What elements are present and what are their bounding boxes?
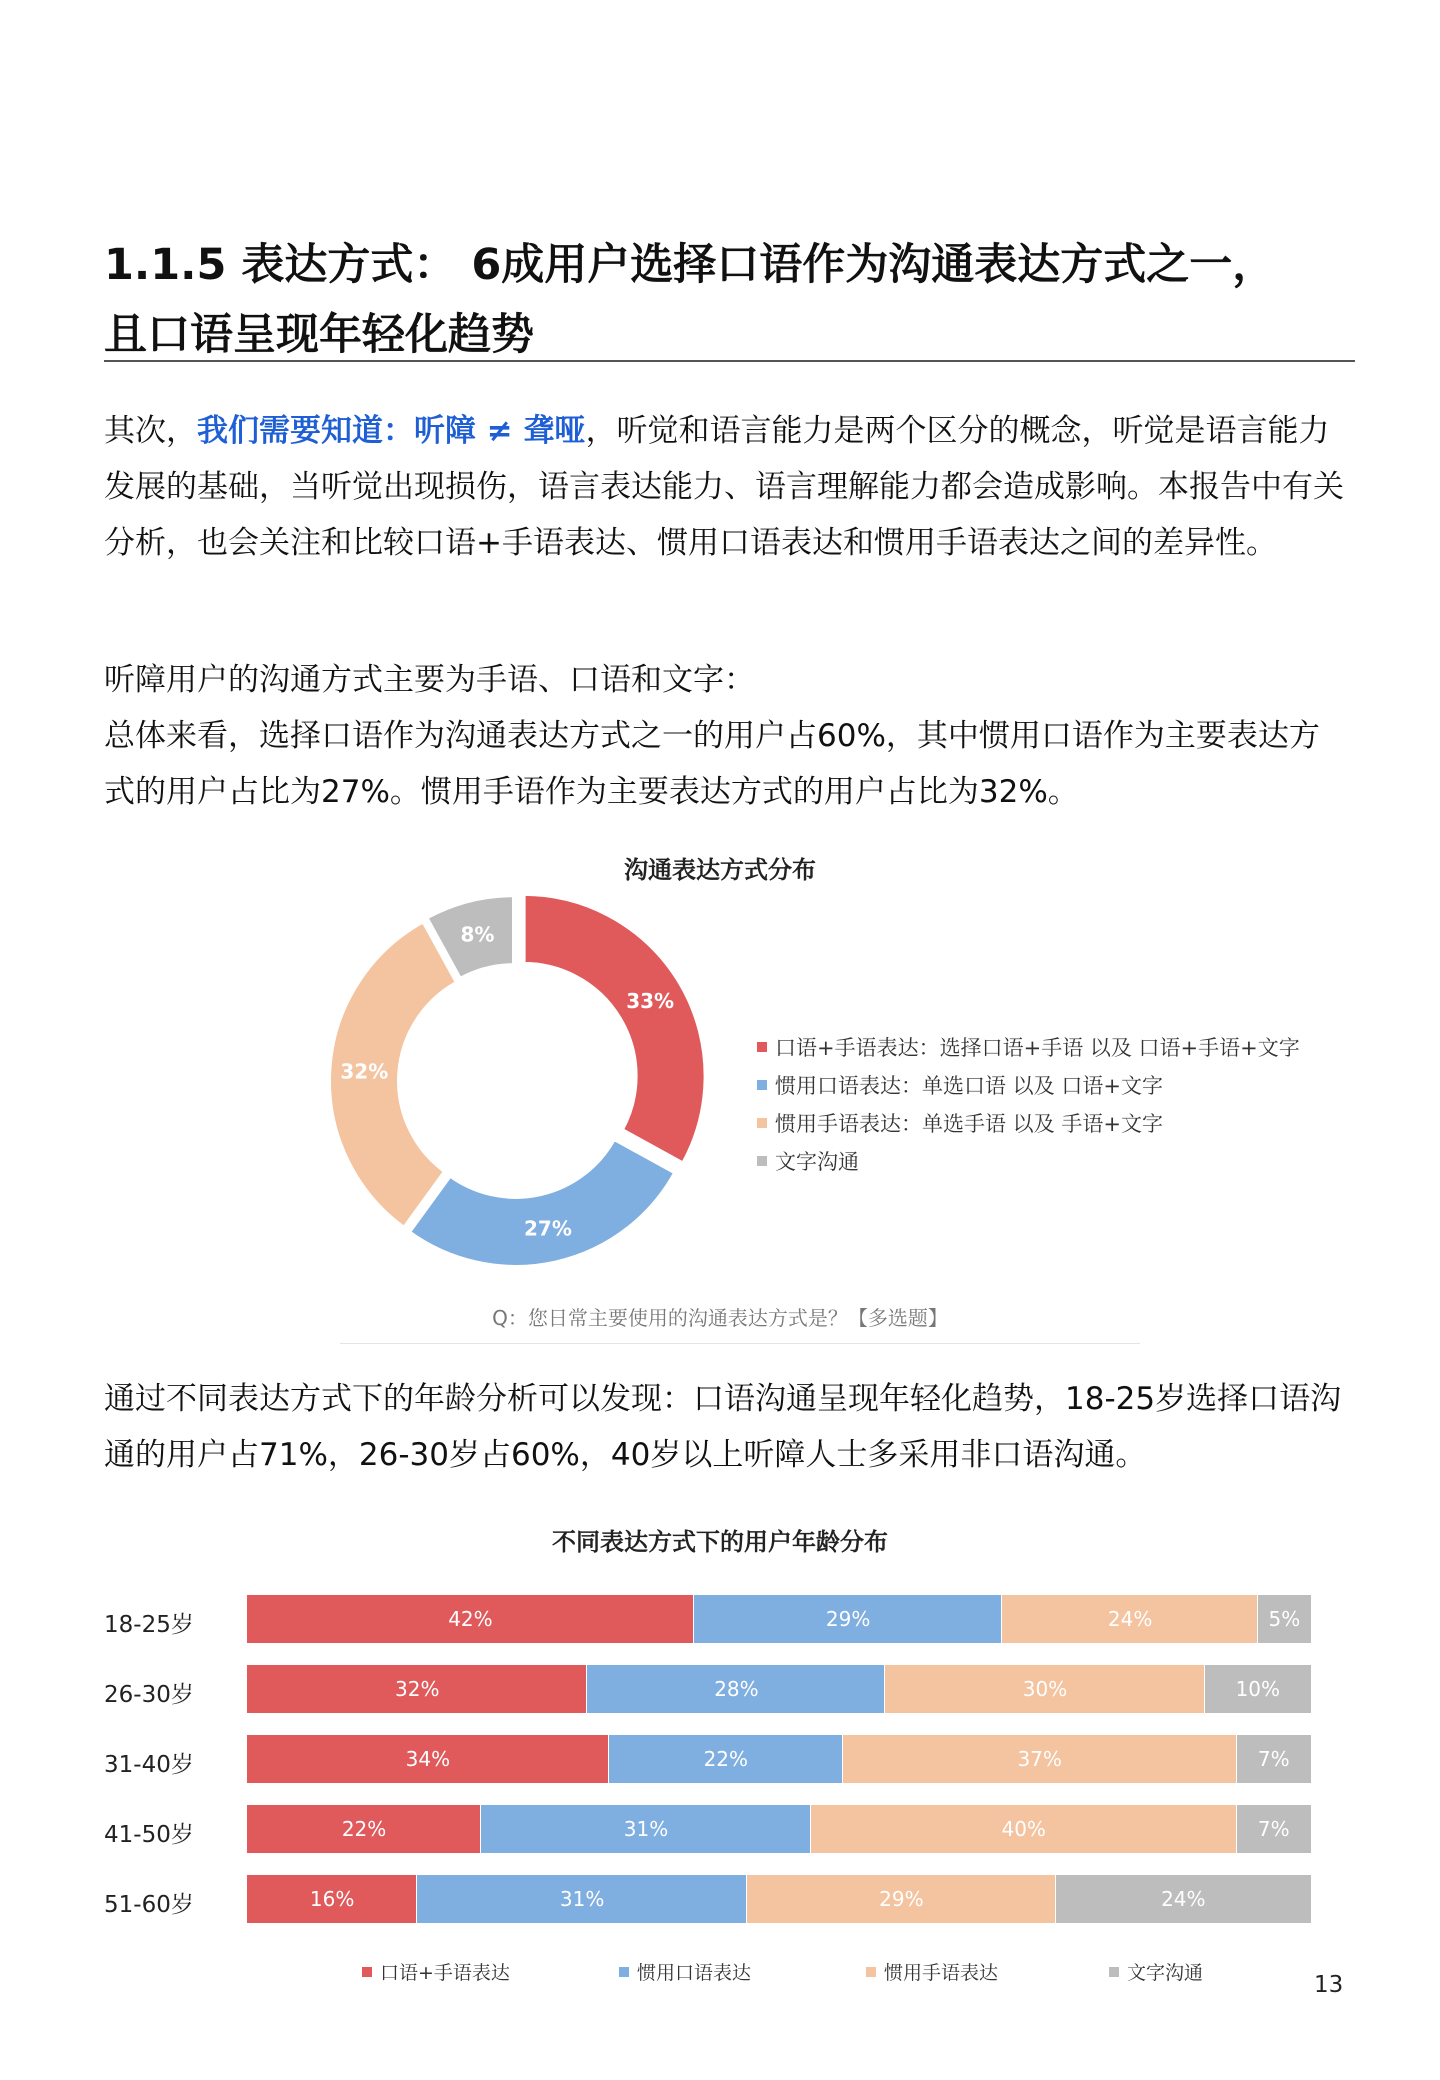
intro-paragraph: [104, 403, 1344, 571]
legend-label: 口语+手语表达：选择口语+手语 以及 口语+手语+文字: [775, 1036, 1300, 1060]
bar-value-label: 32%: [395, 1677, 440, 1701]
bar-value-label: 31%: [559, 1887, 605, 1911]
bar-value-label: 5%: [1268, 1607, 1301, 1631]
intro-prefix: 其次，: [104, 413, 197, 449]
legend-swatch: [1109, 1967, 1119, 1977]
bar-value-label: 31%: [623, 1817, 669, 1841]
bar-chart-title: 不同表达方式下的用户年龄分布: [552, 1528, 888, 1556]
legend-swatch: [757, 1042, 767, 1052]
bar-value-label: 10%: [1235, 1677, 1281, 1701]
bar-row-label: 51-60岁: [104, 1892, 194, 1918]
bar-value-label: 28%: [714, 1677, 759, 1701]
bar-value-label: 34%: [405, 1747, 451, 1771]
donut-label-sign: 32%: [340, 1059, 389, 1084]
legend-label: 文字沟通: [775, 1150, 859, 1174]
legend-label: 惯用口语表达: [637, 1962, 752, 1984]
title-line-2: 且口语呈现年轻化趋势: [104, 310, 534, 360]
bar-value-label: 24%: [1107, 1607, 1153, 1631]
donut-legend-item-text: [757, 1146, 859, 1176]
donut-slice-oral-sign: [524, 894, 706, 1164]
legend-label: 文字沟通: [1127, 1962, 1204, 1984]
bar-value-label: 24%: [1161, 1887, 1206, 1911]
donut-legend-item-oral: [757, 1070, 1163, 1100]
legend-swatch: [757, 1156, 767, 1166]
bar-value-label: 7%: [1257, 1817, 1290, 1841]
legend-swatch: [757, 1118, 767, 1128]
donut-legend-item-oral-sign: [757, 1032, 1300, 1062]
legend-swatch: [619, 1967, 629, 1977]
note-divider: [340, 1343, 1140, 1344]
legend-swatch: [757, 1080, 767, 1090]
bar-legend-item-text: [1109, 1958, 1203, 1985]
bar-row-label: 31-40岁: [104, 1752, 194, 1778]
bar-legend-item-oral-sign: [362, 1958, 510, 1985]
age-analysis-paragraph: 通过不同表达方式下的年龄分析可以发现：口语沟通呈现年轻化趋势，18-25岁选择口语沟通的用户占71%，26-30岁占60%，40岁以上听障人士多采用非口语沟通。: [104, 1381, 1342, 1473]
legend-label: 口语+手语表达: [380, 1962, 510, 1984]
summary-line-1: 听障用户的沟通方式主要为手语、口语和文字：: [104, 662, 755, 698]
legend-label: 惯用口语表达：单选口语 以及 口语+文字: [775, 1074, 1163, 1098]
bar-value-label: 29%: [825, 1607, 871, 1631]
bar-row-label: 18-25岁: [104, 1612, 194, 1638]
donut-label-oral-sign: 33%: [626, 989, 675, 1014]
intro-highlight: 我们需要知道：听障 ≠ 聋哑: [197, 413, 586, 449]
intro-rest: ，听觉和语言能力是两个区分的概念，听觉是语言能力发展的基础，当听觉出现损伤，语言表达能力、语言理解能力都会造成影响。本报告中有关分析，也会关注和比较口语+手语表达、惯用口语表达和惯用手语表达之间的差异性。: [104, 413, 1344, 561]
donut-legend-item-sign: [757, 1108, 1163, 1138]
summary-line-2: 总体来看，选择口语作为沟通表达方式之一的用户占60%，其中惯用口语作为主要表达方式的用户占比为27%。惯用手语作为主要表达方式的用户占比为32%。: [104, 718, 1320, 810]
bar-value-label: 22%: [341, 1817, 387, 1841]
title-line-1: 1.1.5 表达方式： 6成用户选择口语作为沟通表达方式之一，: [104, 240, 1276, 290]
bar-row-label: 26-30岁: [104, 1682, 194, 1708]
bar-value-label: 29%: [879, 1887, 924, 1911]
bar-row-label: 41-50岁: [104, 1822, 194, 1848]
bar-legend-item-oral: [619, 1958, 751, 1985]
donut-slice-oral: [409, 1139, 675, 1267]
bar-value-label: 30%: [1022, 1677, 1068, 1701]
legend-swatch: [866, 1967, 876, 1977]
bar-value-label: 40%: [1001, 1817, 1046, 1841]
bar-value-label: 22%: [703, 1747, 749, 1771]
donut-chart-title: 沟通表达方式分布: [624, 856, 816, 884]
title-divider: [104, 360, 1355, 362]
communication-summary: [104, 652, 1344, 820]
donut-chart: [320, 886, 720, 1286]
bar-value-label: 16%: [309, 1887, 355, 1911]
bar-value-label: 42%: [448, 1607, 493, 1631]
page-title: [104, 230, 1384, 370]
legend-swatch: [362, 1967, 372, 1977]
source-note: Q：您日常主要使用的沟通表达方式是？【多选题】: [492, 1306, 948, 1330]
donut-label-text: 8%: [460, 922, 495, 947]
page-number: 13: [1314, 1972, 1344, 1998]
bar-value-label: 37%: [1017, 1747, 1062, 1771]
legend-label: 惯用手语表达：单选手语 以及 手语+文字: [775, 1112, 1163, 1136]
legend-label: 惯用手语表达: [884, 1962, 999, 1984]
donut-label-oral: 27%: [524, 1216, 572, 1241]
bar-legend-item-sign: [866, 1958, 998, 1985]
bar-value-label: 7%: [1257, 1747, 1290, 1771]
